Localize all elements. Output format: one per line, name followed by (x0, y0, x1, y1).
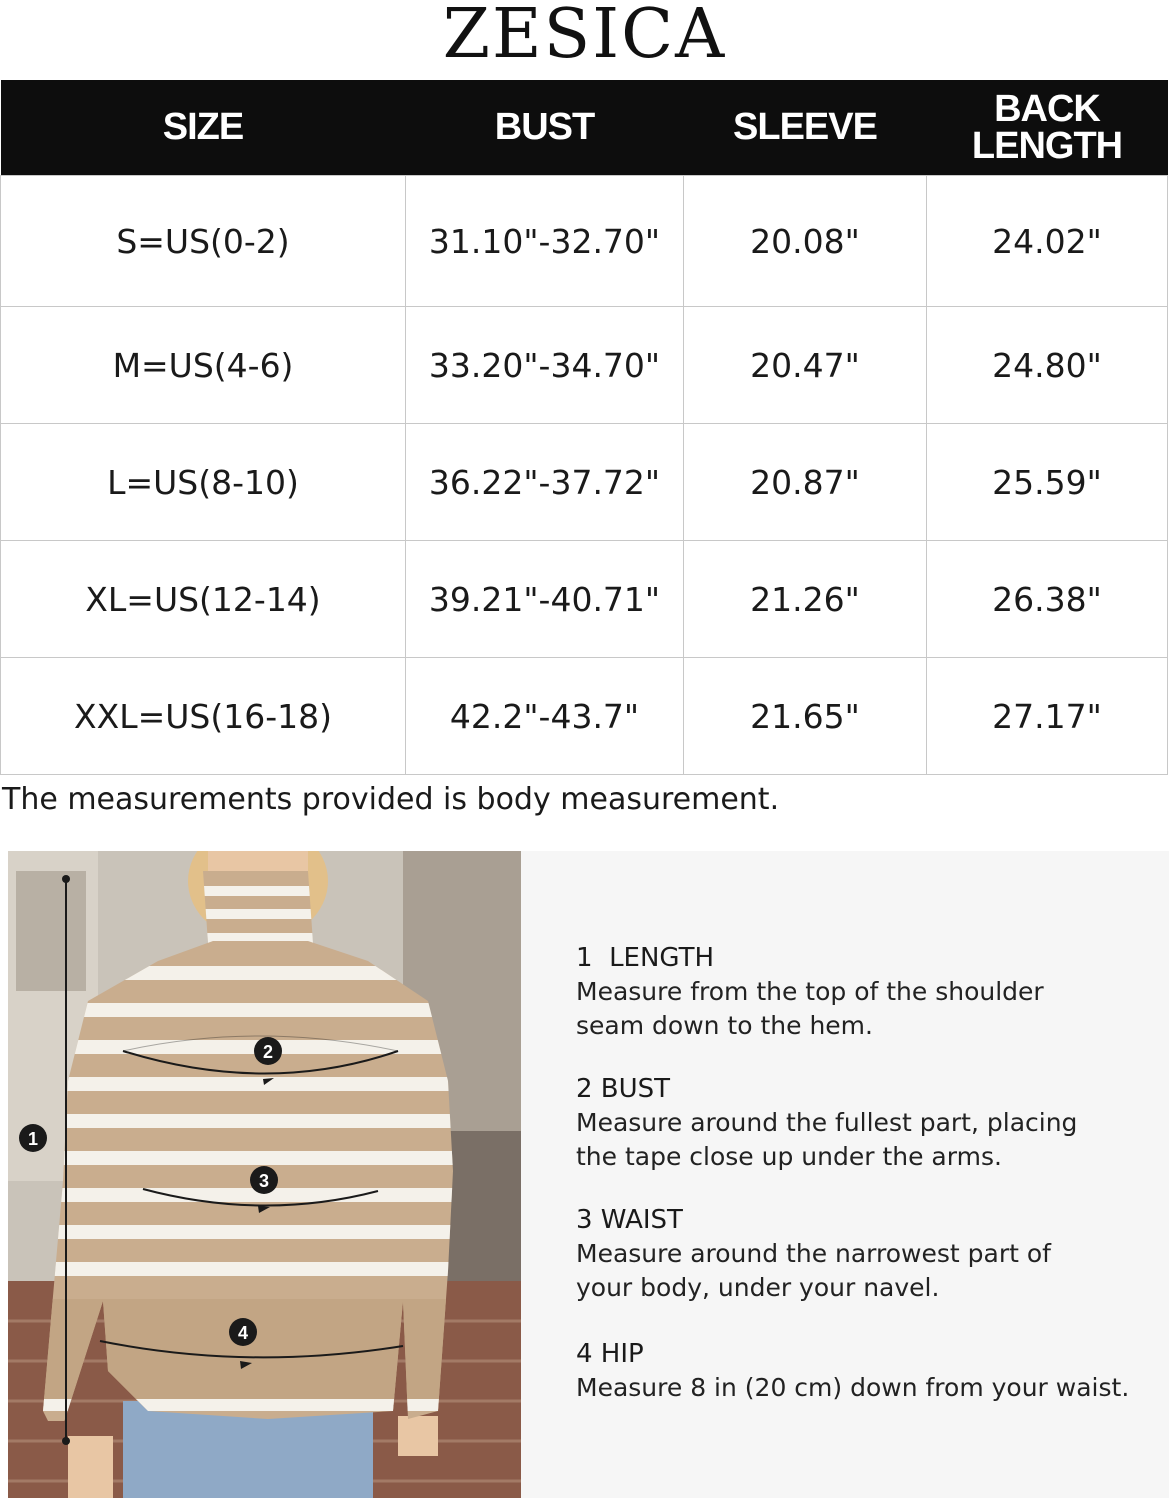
header-back-length: BACK LENGTH (927, 80, 1168, 176)
table-row (1, 658, 1168, 775)
guide-desc-line: Measure 8 in (20 cm) down from your waist. (576, 1373, 1130, 1402)
cell-bust: 36.22"-37.72" (406, 424, 684, 541)
cell-bust: 42.2"-43.7" (406, 658, 684, 775)
cell-sleeve: 20.47" (684, 307, 927, 424)
guide-desc-line: Measure around the fullest part, placing (576, 1108, 1078, 1137)
guide-desc-line: the tape close up under the arms. (576, 1142, 1002, 1171)
table-header-row (1, 80, 1168, 176)
guide-title: 4 HIP (576, 1339, 644, 1369)
guide-desc-line: seam down to the hem. (576, 1011, 873, 1040)
marker-2: 2 (262, 1042, 274, 1062)
cell-sleeve: 20.08" (684, 176, 927, 307)
cell-size: S=US(0-2) (1, 176, 406, 307)
header-sleeve: SLEEVE (684, 80, 927, 176)
cell-back-length: 24.80" (927, 307, 1168, 424)
header-size: SIZE (1, 80, 406, 176)
guide-length (576, 941, 1156, 1043)
guide-bust (576, 1072, 1156, 1174)
cell-size: XL=US(12-14) (1, 541, 406, 658)
cell-size: XXL=US(16-18) (1, 658, 406, 775)
cell-back-length: 26.38" (927, 541, 1168, 658)
marker-1: 1 (27, 1129, 39, 1149)
marker-4: 4 (237, 1323, 249, 1343)
cell-sleeve: 21.65" (684, 658, 927, 775)
cell-size: M=US(4-6) (1, 307, 406, 424)
cell-back-length: 24.02" (927, 176, 1168, 307)
guide-title: 1 LENGTH (576, 943, 715, 973)
measurement-note: The measurements provided is body measurement. (2, 782, 780, 817)
cell-sleeve: 21.26" (684, 541, 927, 658)
header-bust: BUST (406, 80, 684, 176)
table-row (1, 424, 1168, 541)
guide-desc-line: Measure around the narrowest part of (576, 1239, 1051, 1268)
cell-bust: 31.10"-32.70" (406, 176, 684, 307)
guide-hip (576, 1337, 1156, 1405)
table-row (1, 176, 1168, 307)
size-chart-table (0, 80, 1168, 775)
cell-back-length: 25.59" (927, 424, 1168, 541)
table-row (1, 307, 1168, 424)
guide-title: 2 BUST (576, 1074, 671, 1104)
brand-logo: ZESICA (442, 0, 727, 74)
guide-desc-line: your body, under your navel. (576, 1273, 940, 1302)
guide-desc-line: Measure from the top of the shoulder (576, 977, 1044, 1006)
table-row (1, 541, 1168, 658)
cell-back-length: 27.17" (927, 658, 1168, 775)
cell-size: L=US(8-10) (1, 424, 406, 541)
cell-bust: 33.20"-34.70" (406, 307, 684, 424)
model-photo (8, 851, 521, 1498)
guide-title: 3 WAIST (576, 1205, 683, 1235)
marker-3: 3 (258, 1171, 270, 1191)
cell-sleeve: 20.87" (684, 424, 927, 541)
cell-bust: 39.21"-40.71" (406, 541, 684, 658)
guide-waist (576, 1203, 1156, 1305)
